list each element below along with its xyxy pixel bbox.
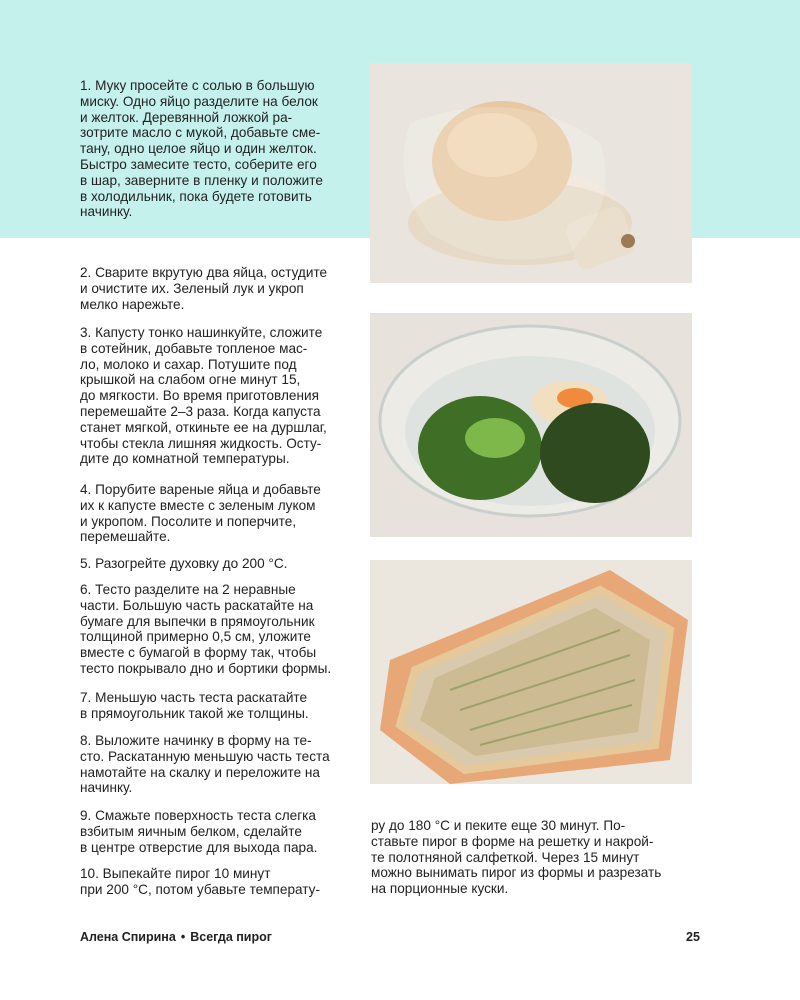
filling-bowl-photo <box>370 313 692 537</box>
step-10-continuation: ру до 180 °С и пеките еще 30 минут. По- ставьте пирог в форме на решетку и накрой- те полотняной салфеткой. Через 15 минут можно вынимать пирог из формы и разрезать на порционные куски. <box>371 818 662 897</box>
step-5: 5. Разогрейте духовку до 200 °С. <box>80 556 288 571</box>
footer-separator: • <box>180 930 186 944</box>
step-6: 6. Тесто разделите на 2 неравные части. Большую часть раскатайте на бумаге для выпечки в прямоугольник толщиной примерно 0,5 см, уложите вместе с бумагой в форму так, чтобы тесто покрывало дно и бортики формы. <box>80 582 332 676</box>
step-7: 7. Меньшую часть теста раскатайте в прямоугольник такой же толщины. <box>80 690 309 721</box>
footer-author: Алена Спирина <box>80 930 176 944</box>
step-3: 3. Капусту тонко нашинкуйте, сложите в сотейник, добавьте топленое мас- ло, молоко и сахар. Потушите под крышкой на слабом огне минут 15, до мягкости. Во время приготовления перемешайте 2–3 раза. Когда капуста станет мягкой, откиньте ее на дуршлаг, чтобы стекла лишняя жидкость. Осту- дите до комнатной температуры. <box>80 325 327 467</box>
step-10: 10. Выпекайте пирог 10 минут при 200 °С, потом убавьте температу- <box>80 866 320 897</box>
footer-book-title: Всегда пирог <box>190 930 272 944</box>
pie-photo <box>370 560 692 784</box>
dough-photo <box>370 63 692 283</box>
step-2: 2. Сварите вкрутую два яйца, остудите и очистите их. Зеленый лук и укроп мелко нарежьте. <box>80 265 328 312</box>
step-4: 4. Порубите вареные яйца и добавьте их к капусте вместе с зеленым луком и укропом. Посолите и поперчите, перемешайте. <box>80 482 321 545</box>
footer <box>80 930 272 944</box>
step-8: 8. Выложите начинку в форму на те- сто. Раскатанную меньшую часть теста намотайте на скалку и переложите на начинку. <box>80 733 330 796</box>
step-1: 1. Муку просейте с солью в большую миску. Одно яйцо разделите на белок и желток. Деревянной ложкой ра- зотрите масло с мукой, добавьте сме- тану, одно целое яйцо и один желток. Быстро замесите тесто, соберите его в шар, заверните в пленку и положите в холодильник, пока будете готовить начинку. <box>80 78 323 220</box>
page-number: 25 <box>686 930 700 944</box>
step-9: 9. Смажьте поверхность теста слегка взбитым яичным белком, сделайте в центре отверстие для выхода пара. <box>80 808 318 855</box>
